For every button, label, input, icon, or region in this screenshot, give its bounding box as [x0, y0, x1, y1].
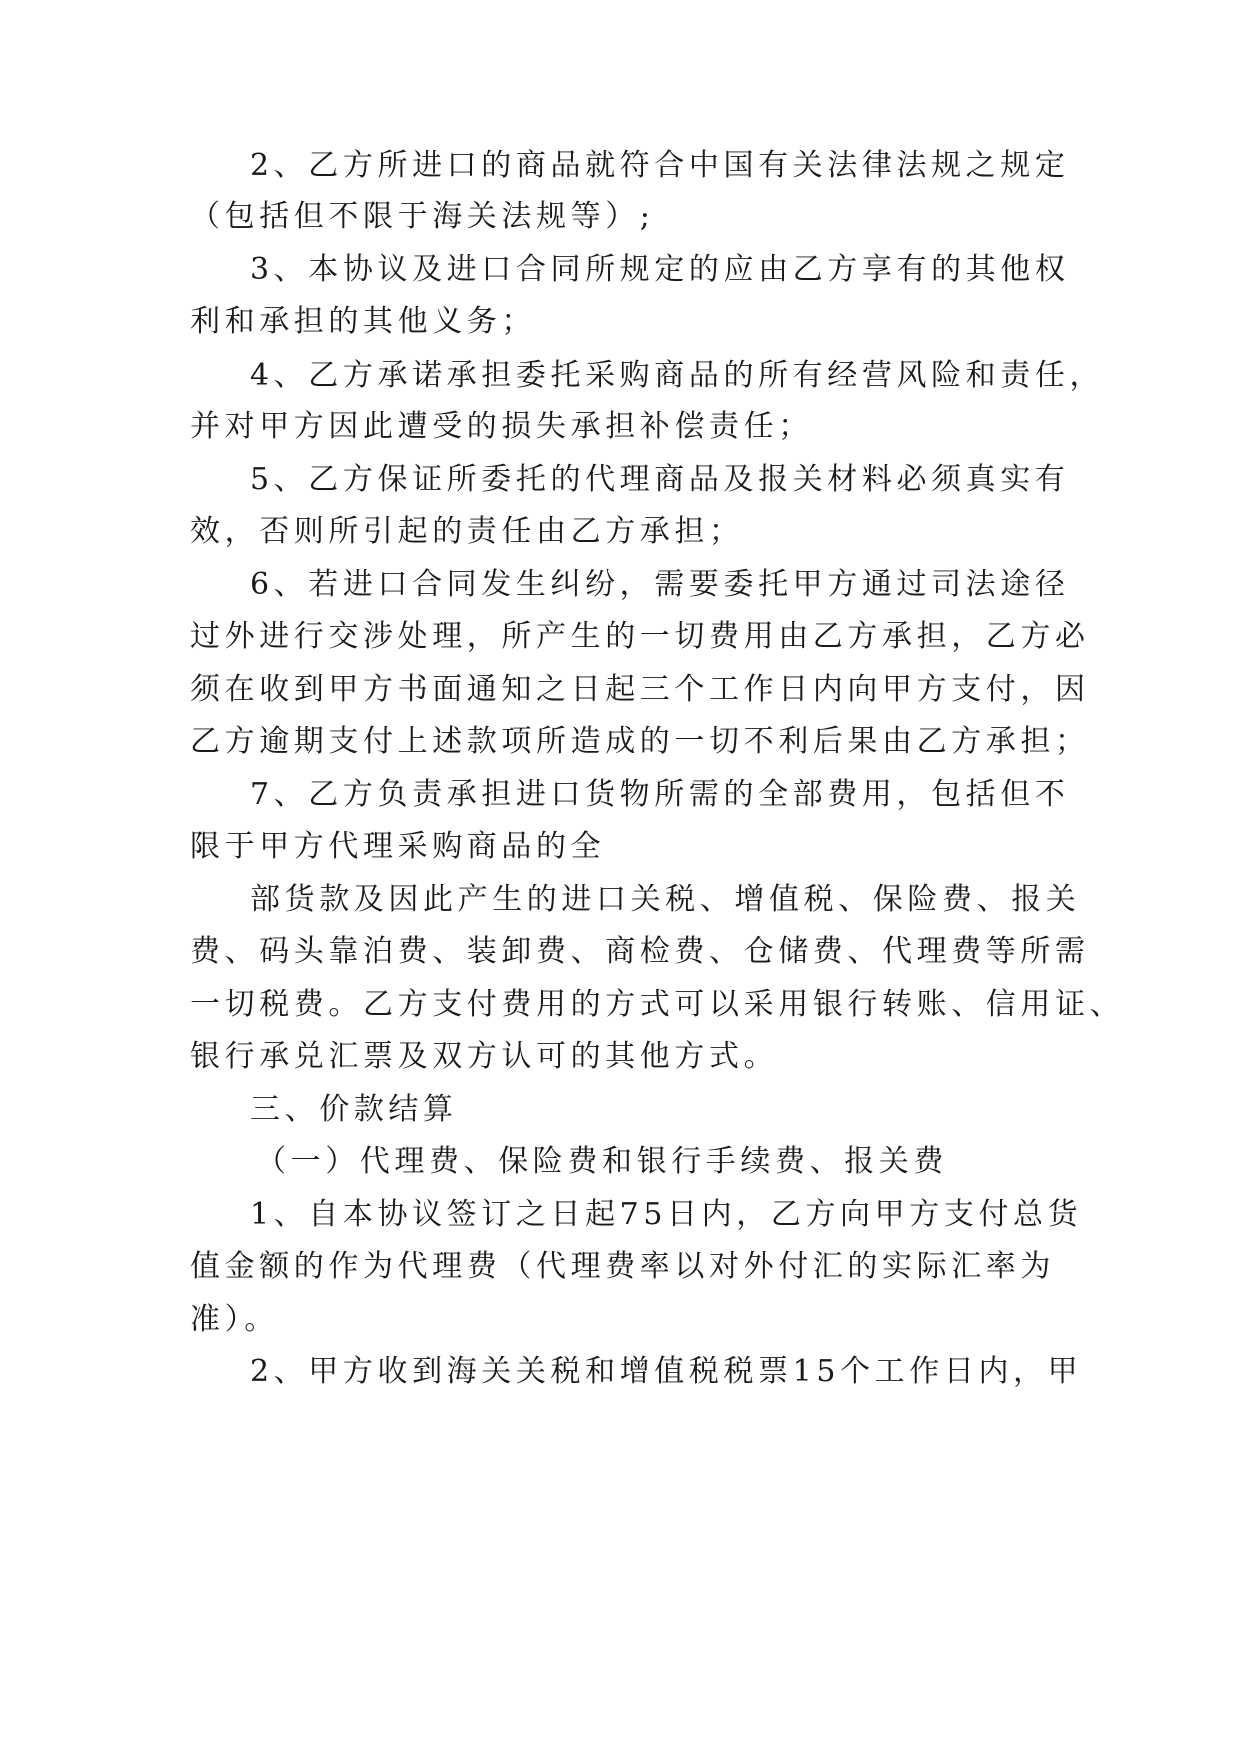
text-line: 限于甲方代理采购商品的全 — [190, 829, 606, 864]
text-line: 7、乙方负责承担进口货物所需的全部费用，包括但不 — [250, 777, 1070, 812]
text-line: 1、自本协议签订之日起75日内，乙方向甲方支付总货 — [250, 1197, 1083, 1232]
text-line: 5、乙方保证所委托的代理商品及报关材料必须真实有 — [250, 462, 1070, 497]
text-line: 部货款及因此产生的进口关税、增值税、保险费、报关 — [250, 882, 1081, 917]
text-line: 3、本协议及进口合同所规定的应由乙方享有的其他权 — [250, 252, 1070, 287]
section-heading: 三、价款结算 — [250, 1092, 458, 1127]
text-line: 6、若进口合同发生纠纷，需要委托甲方通过司法途径 — [250, 567, 1070, 602]
text-line: 须在收到甲方书面通知之日起三个工作日内向甲方支付，因 — [190, 672, 1090, 707]
subsection-heading: （一）代理费、保险费和银行手续费、报关费 — [256, 1144, 948, 1179]
text-line: 过外进行交涉处理，所产生的一切费用由乙方承担，乙方必 — [190, 619, 1090, 654]
text-line: 效，否则所引起的责任由乙方承担； — [190, 514, 744, 549]
text-line: 乙方逾期支付上述款项所造成的一切不利后果由乙方承担； — [190, 724, 1090, 759]
text-line: （包括但不限于海关法规等）; — [190, 199, 655, 234]
text-line: 2、乙方所进口的商品就符合中国有关法律法规之规定 — [250, 148, 1070, 183]
text-line: 一切税费。乙方支付费用的方式可以采用银行转账、信用证、 — [190, 987, 1125, 1022]
text-line: 4、乙方承诺承担委托采购商品的所有经营风险和责任， — [250, 358, 1105, 393]
text-line: 银行承兑汇票及双方认可的其他方式。 — [190, 1039, 779, 1074]
text-line: 费、码头靠泊费、装卸费、商检费、仓储费、代理费等所需 — [190, 934, 1090, 969]
text-line: 并对甲方因此遭受的损失承担补偿责任； — [190, 409, 813, 444]
text-line: 值金额的作为代理费（代理费率以对外付汇的实际汇率为 — [190, 1249, 1055, 1284]
text-line: 利和承担的其他义务； — [190, 304, 536, 339]
text-line: 准）。 — [190, 1302, 279, 1337]
text-line: 2、甲方收到海关关税和增值税税票15个工作日内，甲 — [250, 1354, 1083, 1389]
